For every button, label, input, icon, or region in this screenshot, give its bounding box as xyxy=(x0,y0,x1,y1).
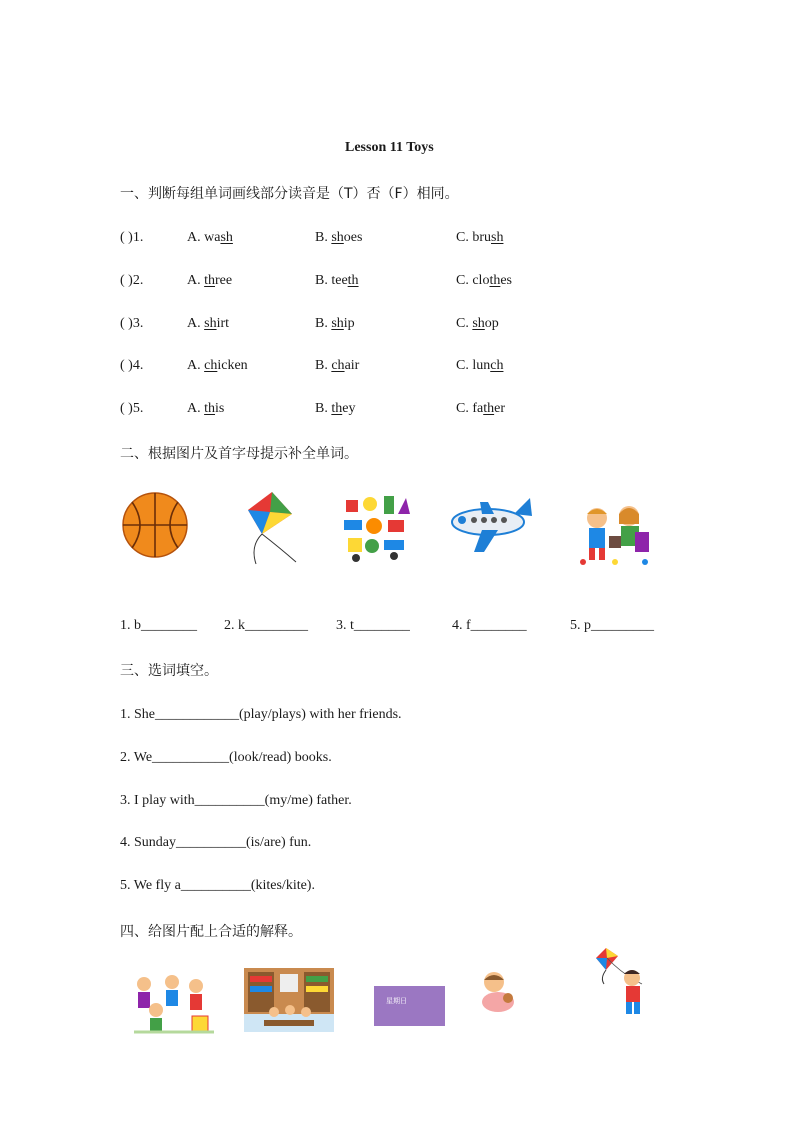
word-prefix: C. lun xyxy=(456,358,491,373)
word-suffix: air xyxy=(344,358,360,373)
section3-heading: 三、选词填空。 xyxy=(120,663,218,679)
word-suffix: icken xyxy=(217,358,248,373)
option-a xyxy=(187,316,229,332)
word-prefix: B. xyxy=(315,358,332,373)
section2-heading: 二、根据图片及首字母提示补全单词。 xyxy=(120,446,358,462)
word-prefix: B. xyxy=(315,401,332,416)
underlined-letters: sh xyxy=(220,230,233,245)
underlined-letters: th xyxy=(204,273,216,288)
option-c xyxy=(456,358,503,374)
word-prefix: A. xyxy=(187,401,205,416)
basketball-image xyxy=(120,490,190,560)
airplane-image xyxy=(448,494,534,556)
underlined-letters: ch xyxy=(331,358,345,373)
option-c xyxy=(456,230,503,246)
option-a xyxy=(187,401,224,417)
word-prefix: B. xyxy=(315,316,332,331)
fill-word-item: 2. k_________ xyxy=(224,618,308,633)
underlined-letters: th xyxy=(331,401,343,416)
underlined-letters: sh xyxy=(472,316,485,331)
option-c xyxy=(456,273,512,289)
kite-image xyxy=(240,488,300,568)
word-prefix: A. xyxy=(187,273,205,288)
option-a xyxy=(187,358,248,374)
word-suffix: ey xyxy=(342,401,356,416)
underlined-letters: th xyxy=(347,273,359,288)
choose-word-sentence: 1. She____________(play/plays) with her friends. xyxy=(120,707,402,722)
question-number: ( )3. xyxy=(120,316,144,331)
word-prefix: A. xyxy=(187,316,205,331)
word-suffix: op xyxy=(484,316,499,331)
option-b xyxy=(315,273,359,289)
word-suffix: oes xyxy=(343,230,363,245)
option-b xyxy=(315,401,355,417)
question-number: ( )1. xyxy=(120,230,144,245)
question-number: ( )5. xyxy=(120,401,144,416)
question-number: ( )4. xyxy=(120,358,144,373)
fill-word-item: 1. b________ xyxy=(120,618,197,633)
fill-word-item: 4. f________ xyxy=(452,618,527,633)
baby-image xyxy=(478,970,518,1014)
word-prefix: C. fa xyxy=(456,401,484,416)
underlined-letters: th xyxy=(483,401,495,416)
page-title: Lesson 11 Toys xyxy=(345,140,434,155)
word-prefix: C. xyxy=(456,316,473,331)
word-suffix: ree xyxy=(215,273,233,288)
choose-word-sentence: 5. We fly a__________(kites/kite). xyxy=(120,878,315,893)
word-prefix: C. bru xyxy=(456,230,491,245)
word-suffix: ip xyxy=(343,316,355,331)
word-prefix: A. wa xyxy=(187,230,221,245)
underlined-letters: th xyxy=(204,401,216,416)
word-suffix: irt xyxy=(216,316,230,331)
underlined-letters: ch xyxy=(490,358,504,373)
option-a xyxy=(187,273,232,289)
sunday-sign-text: 星期日 xyxy=(386,997,407,1005)
choose-word-sentence: 2. We___________(look/read) books. xyxy=(120,750,332,765)
underlined-letters: sh xyxy=(204,316,217,331)
underlined-letters: th xyxy=(489,273,501,288)
boy-flying-kite-image xyxy=(592,944,662,1020)
choose-word-sentence: 3. I play with__________(my/me) father. xyxy=(120,793,352,808)
option-b xyxy=(315,358,359,374)
option-c xyxy=(456,316,499,332)
section1-heading: 一、判断每组单词画线部分读音是（T）否（F）相同。 xyxy=(120,186,459,202)
word-suffix: is xyxy=(215,401,225,416)
sunday-sign-image xyxy=(374,986,445,1026)
underlined-letters: sh xyxy=(331,230,344,245)
option-a xyxy=(187,230,233,246)
option-b xyxy=(315,230,362,246)
word-prefix: A. xyxy=(187,358,205,373)
fill-word-item: 5. p_________ xyxy=(570,618,654,633)
children-playing-image xyxy=(575,502,655,568)
word-prefix: B. xyxy=(315,230,332,245)
section4-heading: 四、给图片配上合适的解释。 xyxy=(120,924,302,940)
underlined-letters: ch xyxy=(204,358,218,373)
word-suffix: er xyxy=(494,401,505,416)
word-prefix: B. tee xyxy=(315,273,348,288)
underlined-letters: sh xyxy=(491,230,504,245)
fill-word-item: 3. t________ xyxy=(336,618,410,633)
option-c xyxy=(456,401,505,417)
word-prefix: C. clo xyxy=(456,273,490,288)
library-reading-image xyxy=(244,968,334,1032)
underlined-letters: sh xyxy=(331,316,344,331)
option-b xyxy=(315,316,355,332)
kids-playing-ball-image xyxy=(126,970,214,1034)
question-number: ( )2. xyxy=(120,273,144,288)
toys-image xyxy=(340,490,412,564)
word-suffix: es xyxy=(500,273,513,288)
choose-word-sentence: 4. Sunday__________(is/are) fun. xyxy=(120,835,312,850)
